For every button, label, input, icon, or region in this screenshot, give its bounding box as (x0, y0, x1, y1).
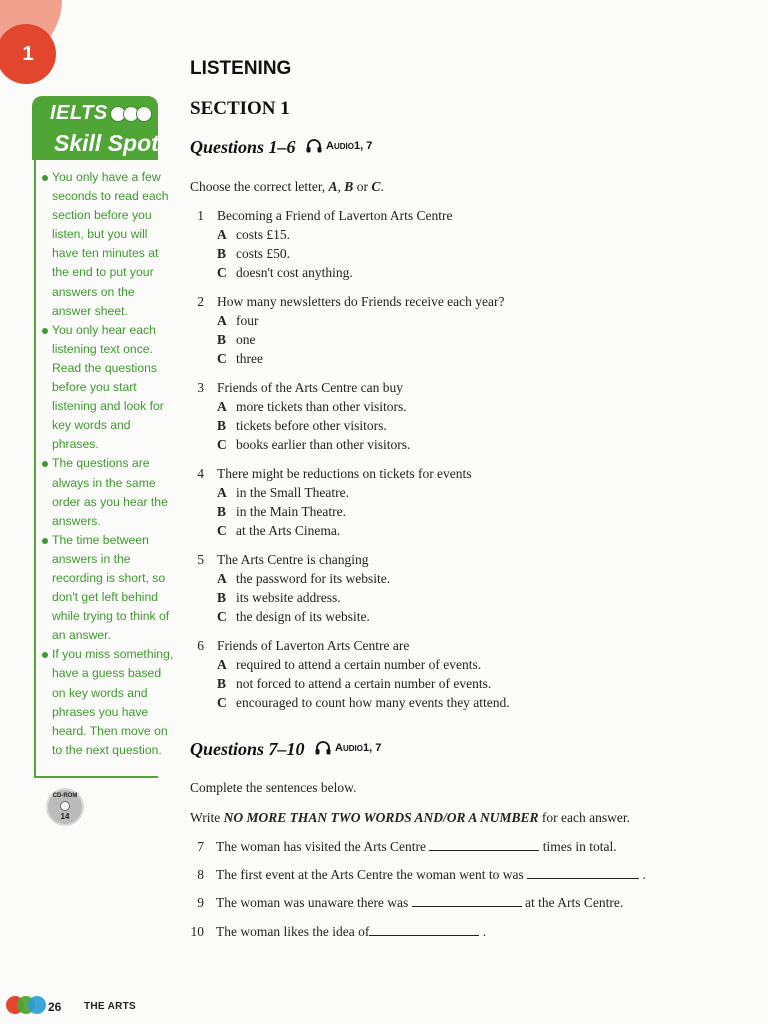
question-number: 5 (197, 552, 204, 567)
question-text: The Arts Centre is changing (217, 552, 369, 567)
question-number: 8 (197, 867, 204, 882)
question-number: 1 (197, 208, 204, 223)
questions-1-6-instruction: Choose the correct letter, A, B or C. (190, 179, 384, 194)
question-number: 7 (197, 839, 204, 854)
unit-number-badge: 1 (0, 24, 56, 84)
answer-option[interactable]: A more tickets than other visitors. (217, 399, 407, 414)
question-number: 3 (197, 380, 204, 395)
answer-blank[interactable] (429, 839, 539, 851)
answer-option[interactable]: C encouraged to count how many events they attend. (217, 695, 510, 710)
skill-tip: If you miss something, have a guess based on key words and phrases you have heard. Then move on to the next question. (40, 645, 175, 760)
answer-option[interactable]: A the password for its website. (217, 571, 391, 586)
question-number: 2 (197, 294, 204, 309)
sentence-completion: The first event at the Arts Centre the woman went to was . (216, 867, 646, 882)
answer-option[interactable]: C the design of its website. (217, 609, 370, 624)
footer-section-title: THE ARTS (84, 1001, 137, 1012)
skill-tip: The questions are always in the same order as you hear the answers. (40, 454, 175, 530)
footer-dots-icon (6, 994, 46, 1014)
cd-rom-label: CD-ROM (52, 793, 78, 799)
ielts-brand: IELTS (50, 102, 108, 124)
answer-blank[interactable] (369, 924, 479, 936)
question-text: Becoming a Friend of Laverton Arts Centre (217, 208, 453, 223)
answer-option[interactable]: B its website address. (217, 590, 341, 605)
headphones-icon (315, 741, 331, 755)
question-text: Friends of Laverton Arts Centre are (217, 638, 410, 653)
answer-option[interactable]: C three (217, 351, 263, 366)
answer-option[interactable]: B one (217, 332, 256, 347)
cd-rom-icon (46, 788, 84, 826)
question-text: There might be reductions on tickets for events (217, 466, 472, 481)
sentence-completion: The woman has visited the Arts Centre times in total. (216, 839, 617, 854)
sidebar-bottom-border (34, 776, 158, 778)
questions-7-10-word-limit: Write NO MORE THAN TWO WORDS AND/OR A NUMBER for each answer. (190, 810, 630, 825)
questions-1-6-heading: Questions 1–6 Audio 1, 7 (190, 137, 373, 157)
ielts-logo-dots-icon (110, 106, 154, 122)
headphones-icon (306, 139, 322, 153)
answer-option[interactable]: C at the Arts Cinema. (217, 523, 341, 538)
page-number: 26 (48, 1000, 62, 1014)
answer-blank[interactable] (412, 895, 522, 907)
audio-indicator: Audio 1, 7 (315, 741, 381, 755)
skill-spot-title: Skill Spot (54, 130, 159, 156)
question-number: 9 (197, 895, 204, 910)
sidebar-border (34, 160, 36, 778)
cd-rom-number: 14 (60, 812, 70, 821)
question-number: 10 (190, 924, 204, 939)
skill-tip: The time between answers in the recording is short, so don't get left behind while trying to think of an answer. (40, 531, 175, 646)
answer-blank[interactable] (527, 867, 639, 879)
page-heading: LISTENING (190, 58, 292, 79)
question-number: 4 (197, 466, 204, 481)
answer-option[interactable]: B tickets before other visitors. (217, 418, 387, 433)
skill-tips-list (40, 168, 175, 760)
sentence-completion: The woman was unaware there was at the Arts Centre. (216, 895, 624, 910)
section-title: SECTION 1 (190, 98, 290, 119)
audio-indicator: Audio 1, 7 (306, 139, 372, 153)
answer-option[interactable]: B costs £50. (217, 246, 290, 261)
skill-tip: You only have a few seconds to read each section before you listen, but you will have ten minutes at the end to put your answers on the answer sheet. (40, 168, 175, 321)
answer-option[interactable]: C doesn't cost anything. (217, 265, 353, 280)
answer-option[interactable]: B in the Main Theatre. (217, 504, 346, 519)
question-text: Friends of the Arts Centre can buy (217, 380, 403, 395)
answer-option[interactable]: A costs £15. (217, 227, 290, 242)
answer-option[interactable]: A in the Small Theatre. (217, 485, 349, 500)
sentence-completion: The woman likes the idea of . (216, 924, 487, 939)
questions-7-10-instruction: Complete the sentences below. (190, 780, 357, 795)
answer-option[interactable]: A required to attend a certain number of events. (217, 657, 482, 672)
answer-option[interactable]: A four (217, 313, 259, 328)
answer-option[interactable]: C books earlier than other visitors. (217, 437, 411, 452)
question-number: 6 (197, 638, 204, 653)
answer-option[interactable]: B not forced to attend a certain number of events. (217, 676, 492, 691)
questions-7-10-heading: Questions 7–10 Audio 1, 7 (190, 739, 382, 759)
skill-tip: You only hear each listening text once. Read the questions before you start listening and look for key words and phrases. (40, 321, 175, 455)
question-text: How many newsletters do Friends receive each year? (217, 294, 505, 309)
